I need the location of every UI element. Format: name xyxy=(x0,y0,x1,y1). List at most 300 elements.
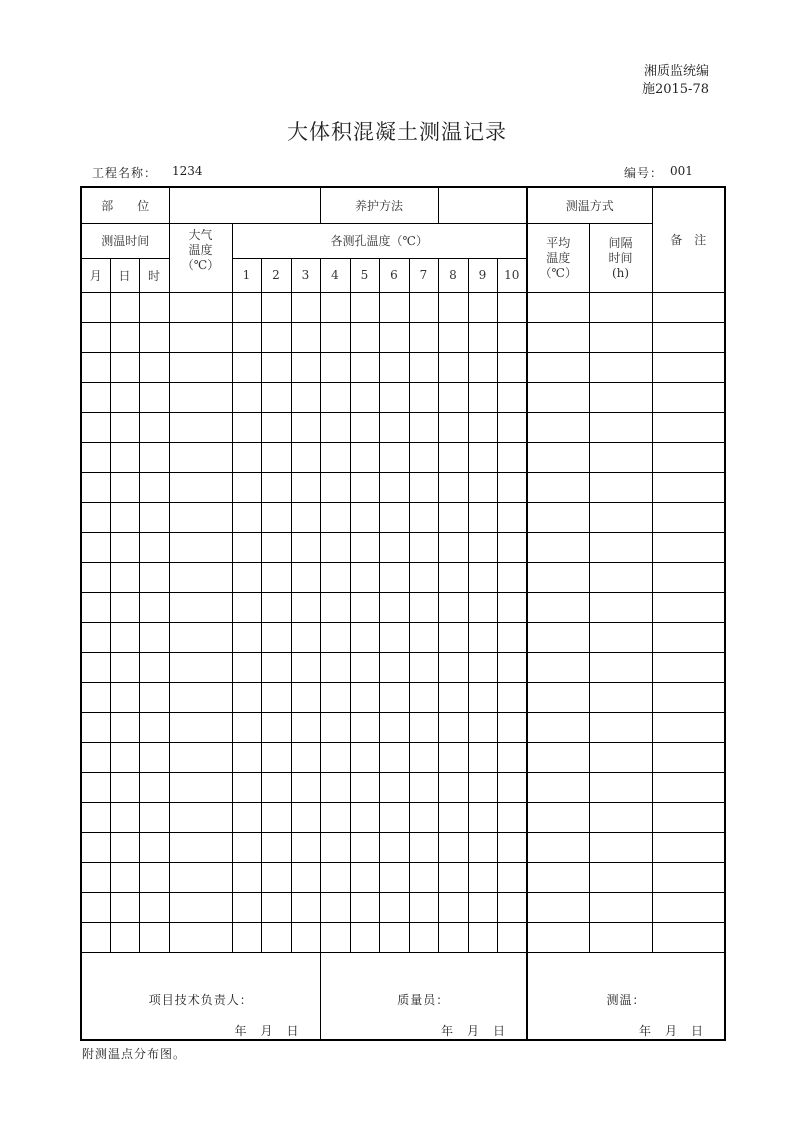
table-cell[interactable] xyxy=(350,382,379,412)
table-cell[interactable] xyxy=(81,832,110,862)
table-cell[interactable] xyxy=(527,682,589,712)
table-cell[interactable] xyxy=(320,532,350,562)
table-cell[interactable] xyxy=(589,502,652,532)
table-cell[interactable] xyxy=(652,502,725,532)
table-cell[interactable] xyxy=(291,502,320,532)
table-cell[interactable] xyxy=(110,352,139,382)
table-cell[interactable] xyxy=(589,322,652,352)
table-cell[interactable] xyxy=(291,622,320,652)
table-cell[interactable] xyxy=(468,742,497,772)
table-cell[interactable] xyxy=(110,592,139,622)
table-cell[interactable] xyxy=(409,412,438,442)
table-cell[interactable] xyxy=(110,502,139,532)
table-cell[interactable] xyxy=(468,862,497,892)
table-cell[interactable] xyxy=(527,892,589,922)
table-cell[interactable] xyxy=(652,622,725,652)
table-cell[interactable] xyxy=(589,712,652,742)
table-cell[interactable] xyxy=(527,652,589,682)
table-cell[interactable] xyxy=(232,292,261,322)
table-cell[interactable] xyxy=(350,922,379,952)
table-cell[interactable] xyxy=(379,832,409,862)
table-cell[interactable] xyxy=(379,862,409,892)
table-cell[interactable] xyxy=(350,562,379,592)
table-cell[interactable] xyxy=(139,592,169,622)
table-cell[interactable] xyxy=(261,682,291,712)
table-cell[interactable] xyxy=(139,562,169,592)
table-cell[interactable] xyxy=(139,292,169,322)
table-cell[interactable] xyxy=(320,622,350,652)
table-cell[interactable] xyxy=(527,832,589,862)
table-cell[interactable] xyxy=(81,712,110,742)
table-cell[interactable] xyxy=(652,442,725,472)
table-cell[interactable] xyxy=(409,382,438,412)
table-cell[interactable] xyxy=(139,862,169,892)
table-cell[interactable] xyxy=(589,772,652,802)
table-cell[interactable] xyxy=(589,562,652,592)
table-cell[interactable] xyxy=(589,832,652,862)
table-cell[interactable] xyxy=(379,472,409,502)
table-cell[interactable] xyxy=(139,922,169,952)
table-cell[interactable] xyxy=(438,592,468,622)
table-cell[interactable] xyxy=(652,862,725,892)
table-cell[interactable] xyxy=(468,652,497,682)
table-cell[interactable] xyxy=(497,562,527,592)
table-cell[interactable] xyxy=(527,292,589,322)
table-cell[interactable] xyxy=(261,622,291,652)
table-cell[interactable] xyxy=(232,862,261,892)
table-cell[interactable] xyxy=(438,652,468,682)
table-cell[interactable] xyxy=(232,742,261,772)
table-cell[interactable] xyxy=(409,742,438,772)
table-cell[interactable] xyxy=(320,352,350,382)
table-cell[interactable] xyxy=(589,442,652,472)
table-cell[interactable] xyxy=(589,892,652,922)
table-cell[interactable] xyxy=(139,892,169,922)
table-cell[interactable] xyxy=(291,862,320,892)
table-cell[interactable] xyxy=(379,682,409,712)
table-cell[interactable] xyxy=(438,892,468,922)
table-cell[interactable] xyxy=(350,742,379,772)
table-cell[interactable] xyxy=(261,712,291,742)
table-cell[interactable] xyxy=(291,922,320,952)
table-cell[interactable] xyxy=(110,682,139,712)
table-cell[interactable] xyxy=(232,832,261,862)
table-cell[interactable] xyxy=(320,292,350,322)
table-cell[interactable] xyxy=(589,682,652,712)
table-cell[interactable] xyxy=(652,892,725,922)
table-cell[interactable] xyxy=(652,472,725,502)
table-cell[interactable] xyxy=(409,592,438,622)
table-cell[interactable] xyxy=(652,322,725,352)
table-cell[interactable] xyxy=(110,772,139,802)
table-cell[interactable] xyxy=(468,292,497,322)
table-cell[interactable] xyxy=(169,472,232,502)
table-cell[interactable] xyxy=(139,802,169,832)
table-cell[interactable] xyxy=(652,712,725,742)
table-cell[interactable] xyxy=(379,352,409,382)
table-cell[interactable] xyxy=(409,802,438,832)
table-cell[interactable] xyxy=(320,652,350,682)
table-cell[interactable] xyxy=(589,622,652,652)
table-cell[interactable] xyxy=(81,472,110,502)
table-cell[interactable] xyxy=(320,922,350,952)
table-cell[interactable] xyxy=(261,862,291,892)
table-cell[interactable] xyxy=(139,442,169,472)
table-cell[interactable] xyxy=(379,502,409,532)
table-cell[interactable] xyxy=(291,652,320,682)
table-cell[interactable] xyxy=(497,532,527,562)
table-cell[interactable] xyxy=(261,832,291,862)
table-cell[interactable] xyxy=(81,352,110,382)
table-cell[interactable] xyxy=(468,472,497,502)
table-cell[interactable] xyxy=(232,592,261,622)
table-cell[interactable] xyxy=(350,592,379,622)
table-cell[interactable] xyxy=(438,532,468,562)
table-cell[interactable] xyxy=(409,472,438,502)
table-cell[interactable] xyxy=(169,292,232,322)
table-cell[interactable] xyxy=(379,442,409,472)
table-cell[interactable] xyxy=(497,712,527,742)
table-cell[interactable] xyxy=(468,832,497,862)
table-cell[interactable] xyxy=(468,412,497,442)
table-cell[interactable] xyxy=(438,862,468,892)
table-cell[interactable] xyxy=(139,502,169,532)
table-cell[interactable] xyxy=(350,532,379,562)
table-cell[interactable] xyxy=(468,532,497,562)
table-cell[interactable] xyxy=(320,502,350,532)
table-cell[interactable] xyxy=(81,442,110,472)
table-cell[interactable] xyxy=(438,802,468,832)
table-cell[interactable] xyxy=(468,922,497,952)
table-cell[interactable] xyxy=(652,742,725,772)
table-cell[interactable] xyxy=(320,322,350,352)
table-cell[interactable] xyxy=(527,772,589,802)
table-cell[interactable] xyxy=(110,712,139,742)
table-cell[interactable] xyxy=(497,772,527,802)
table-cell[interactable] xyxy=(438,712,468,742)
table-cell[interactable] xyxy=(320,382,350,412)
table-cell[interactable] xyxy=(527,502,589,532)
table-cell[interactable] xyxy=(320,562,350,592)
table-cell[interactable] xyxy=(81,322,110,352)
table-cell[interactable] xyxy=(652,532,725,562)
table-cell[interactable] xyxy=(232,322,261,352)
table-cell[interactable] xyxy=(261,652,291,682)
table-cell[interactable] xyxy=(438,352,468,382)
table-cell[interactable] xyxy=(468,592,497,622)
table-cell[interactable] xyxy=(409,682,438,712)
table-cell[interactable] xyxy=(139,532,169,562)
table-cell[interactable] xyxy=(110,922,139,952)
table-cell[interactable] xyxy=(527,352,589,382)
table-cell[interactable] xyxy=(169,562,232,592)
table-cell[interactable] xyxy=(350,292,379,322)
table-cell[interactable] xyxy=(350,652,379,682)
table-cell[interactable] xyxy=(291,352,320,382)
table-cell[interactable] xyxy=(350,862,379,892)
table-cell[interactable] xyxy=(379,412,409,442)
table-cell[interactable] xyxy=(589,532,652,562)
table-cell[interactable] xyxy=(291,802,320,832)
table-cell[interactable] xyxy=(350,442,379,472)
table-cell[interactable] xyxy=(589,352,652,382)
table-cell[interactable] xyxy=(468,382,497,412)
table-cell[interactable] xyxy=(468,712,497,742)
table-cell[interactable] xyxy=(110,442,139,472)
table-cell[interactable] xyxy=(379,712,409,742)
table-cell[interactable] xyxy=(232,802,261,832)
table-cell[interactable] xyxy=(139,352,169,382)
table-cell[interactable] xyxy=(409,532,438,562)
table-cell[interactable] xyxy=(468,622,497,652)
table-cell[interactable] xyxy=(232,772,261,802)
part-value-cell[interactable] xyxy=(169,187,320,223)
table-cell[interactable] xyxy=(81,412,110,442)
table-cell[interactable] xyxy=(261,322,291,352)
table-cell[interactable] xyxy=(497,802,527,832)
table-cell[interactable] xyxy=(291,772,320,802)
table-cell[interactable] xyxy=(497,322,527,352)
table-cell[interactable] xyxy=(81,742,110,772)
table-cell[interactable] xyxy=(232,682,261,712)
table-cell[interactable] xyxy=(110,652,139,682)
table-cell[interactable] xyxy=(291,892,320,922)
table-cell[interactable] xyxy=(438,682,468,712)
table-cell[interactable] xyxy=(350,412,379,442)
table-cell[interactable] xyxy=(81,292,110,322)
table-cell[interactable] xyxy=(652,682,725,712)
table-cell[interactable] xyxy=(409,862,438,892)
table-cell[interactable] xyxy=(81,802,110,832)
table-cell[interactable] xyxy=(291,292,320,322)
table-cell[interactable] xyxy=(438,622,468,652)
table-cell[interactable] xyxy=(379,922,409,952)
table-cell[interactable] xyxy=(169,682,232,712)
table-cell[interactable] xyxy=(409,442,438,472)
table-cell[interactable] xyxy=(110,532,139,562)
table-cell[interactable] xyxy=(350,502,379,532)
table-cell[interactable] xyxy=(261,412,291,442)
table-cell[interactable] xyxy=(527,442,589,472)
quality-signature-cell[interactable] xyxy=(320,952,527,1040)
table-cell[interactable] xyxy=(232,712,261,742)
table-cell[interactable] xyxy=(652,772,725,802)
table-cell[interactable] xyxy=(139,622,169,652)
table-cell[interactable] xyxy=(81,892,110,922)
table-cell[interactable] xyxy=(110,622,139,652)
table-cell[interactable] xyxy=(81,772,110,802)
table-cell[interactable] xyxy=(261,532,291,562)
table-cell[interactable] xyxy=(320,412,350,442)
table-cell[interactable] xyxy=(291,832,320,862)
table-cell[interactable] xyxy=(589,412,652,442)
table-cell[interactable] xyxy=(139,742,169,772)
table-cell[interactable] xyxy=(232,652,261,682)
table-cell[interactable] xyxy=(169,442,232,472)
table-cell[interactable] xyxy=(169,532,232,562)
table-cell[interactable] xyxy=(291,592,320,622)
table-cell[interactable] xyxy=(169,502,232,532)
table-cell[interactable] xyxy=(261,382,291,412)
table-cell[interactable] xyxy=(320,772,350,802)
table-cell[interactable] xyxy=(81,562,110,592)
table-cell[interactable] xyxy=(527,742,589,772)
table-cell[interactable] xyxy=(169,652,232,682)
table-cell[interactable] xyxy=(409,622,438,652)
table-cell[interactable] xyxy=(261,592,291,622)
table-cell[interactable] xyxy=(261,922,291,952)
table-cell[interactable] xyxy=(468,502,497,532)
table-cell[interactable] xyxy=(350,772,379,802)
table-cell[interactable] xyxy=(497,382,527,412)
table-cell[interactable] xyxy=(379,382,409,412)
table-cell[interactable] xyxy=(527,922,589,952)
table-cell[interactable] xyxy=(409,652,438,682)
table-cell[interactable] xyxy=(232,382,261,412)
table-cell[interactable] xyxy=(527,382,589,412)
table-cell[interactable] xyxy=(110,802,139,832)
table-cell[interactable] xyxy=(291,742,320,772)
table-cell[interactable] xyxy=(291,532,320,562)
table-cell[interactable] xyxy=(468,442,497,472)
table-cell[interactable] xyxy=(438,832,468,862)
table-cell[interactable] xyxy=(652,652,725,682)
table-cell[interactable] xyxy=(110,292,139,322)
table-cell[interactable] xyxy=(232,442,261,472)
table-cell[interactable] xyxy=(438,922,468,952)
table-cell[interactable] xyxy=(110,472,139,502)
table-cell[interactable] xyxy=(110,322,139,352)
table-cell[interactable] xyxy=(320,472,350,502)
table-cell[interactable] xyxy=(409,292,438,322)
table-cell[interactable] xyxy=(652,292,725,322)
table-cell[interactable] xyxy=(169,382,232,412)
table-cell[interactable] xyxy=(81,502,110,532)
table-cell[interactable] xyxy=(232,502,261,532)
table-cell[interactable] xyxy=(320,802,350,832)
table-cell[interactable] xyxy=(438,292,468,322)
table-cell[interactable] xyxy=(350,802,379,832)
table-cell[interactable] xyxy=(438,412,468,442)
table-cell[interactable] xyxy=(139,772,169,802)
table-cell[interactable] xyxy=(527,472,589,502)
table-cell[interactable] xyxy=(409,712,438,742)
table-cell[interactable] xyxy=(139,682,169,712)
table-cell[interactable] xyxy=(81,532,110,562)
table-cell[interactable] xyxy=(652,562,725,592)
table-cell[interactable] xyxy=(81,682,110,712)
table-cell[interactable] xyxy=(139,712,169,742)
table-cell[interactable] xyxy=(468,322,497,352)
table-cell[interactable] xyxy=(261,892,291,922)
table-cell[interactable] xyxy=(261,472,291,502)
table-cell[interactable] xyxy=(350,832,379,862)
table-cell[interactable] xyxy=(409,922,438,952)
table-cell[interactable] xyxy=(291,562,320,592)
table-cell[interactable] xyxy=(379,772,409,802)
table-cell[interactable] xyxy=(232,892,261,922)
table-cell[interactable] xyxy=(139,652,169,682)
table-cell[interactable] xyxy=(232,922,261,952)
table-cell[interactable] xyxy=(497,472,527,502)
table-cell[interactable] xyxy=(261,292,291,322)
table-cell[interactable] xyxy=(589,472,652,502)
table-cell[interactable] xyxy=(497,922,527,952)
table-cell[interactable] xyxy=(379,652,409,682)
table-cell[interactable] xyxy=(379,562,409,592)
table-cell[interactable] xyxy=(527,802,589,832)
table-cell[interactable] xyxy=(497,892,527,922)
table-cell[interactable] xyxy=(409,892,438,922)
table-cell[interactable] xyxy=(589,922,652,952)
table-cell[interactable] xyxy=(497,412,527,442)
table-cell[interactable] xyxy=(379,322,409,352)
table-cell[interactable] xyxy=(438,772,468,802)
table-cell[interactable] xyxy=(139,412,169,442)
table-cell[interactable] xyxy=(438,382,468,412)
table-cell[interactable] xyxy=(497,832,527,862)
table-cell[interactable] xyxy=(110,382,139,412)
table-cell[interactable] xyxy=(232,622,261,652)
table-cell[interactable] xyxy=(81,862,110,892)
table-cell[interactable] xyxy=(527,622,589,652)
table-cell[interactable] xyxy=(169,592,232,622)
table-cell[interactable] xyxy=(379,592,409,622)
table-cell[interactable] xyxy=(169,742,232,772)
tech-lead-signature-cell[interactable] xyxy=(81,952,320,1040)
table-cell[interactable] xyxy=(350,712,379,742)
table-cell[interactable] xyxy=(261,502,291,532)
table-cell[interactable] xyxy=(291,472,320,502)
measurer-signature-cell[interactable] xyxy=(527,952,725,1040)
table-cell[interactable] xyxy=(261,562,291,592)
table-cell[interactable] xyxy=(350,322,379,352)
table-cell[interactable] xyxy=(438,502,468,532)
table-cell[interactable] xyxy=(589,592,652,622)
table-cell[interactable] xyxy=(291,382,320,412)
table-cell[interactable] xyxy=(589,652,652,682)
table-cell[interactable] xyxy=(350,892,379,922)
table-cell[interactable] xyxy=(81,622,110,652)
table-cell[interactable] xyxy=(261,742,291,772)
table-cell[interactable] xyxy=(169,832,232,862)
table-cell[interactable] xyxy=(169,922,232,952)
table-cell[interactable] xyxy=(497,862,527,892)
table-cell[interactable] xyxy=(497,592,527,622)
table-cell[interactable] xyxy=(261,802,291,832)
table-cell[interactable] xyxy=(438,562,468,592)
table-cell[interactable] xyxy=(169,352,232,382)
table-cell[interactable] xyxy=(320,862,350,892)
table-cell[interactable] xyxy=(589,742,652,772)
table-cell[interactable] xyxy=(169,412,232,442)
table-cell[interactable] xyxy=(232,532,261,562)
table-cell[interactable] xyxy=(438,472,468,502)
table-cell[interactable] xyxy=(169,712,232,742)
table-cell[interactable] xyxy=(110,832,139,862)
table-cell[interactable] xyxy=(589,382,652,412)
table-cell[interactable] xyxy=(379,532,409,562)
table-cell[interactable] xyxy=(291,412,320,442)
table-cell[interactable] xyxy=(81,922,110,952)
table-cell[interactable] xyxy=(379,892,409,922)
table-cell[interactable] xyxy=(527,322,589,352)
table-cell[interactable] xyxy=(497,682,527,712)
table-cell[interactable] xyxy=(110,892,139,922)
table-cell[interactable] xyxy=(652,832,725,862)
table-cell[interactable] xyxy=(652,382,725,412)
table-cell[interactable] xyxy=(320,712,350,742)
